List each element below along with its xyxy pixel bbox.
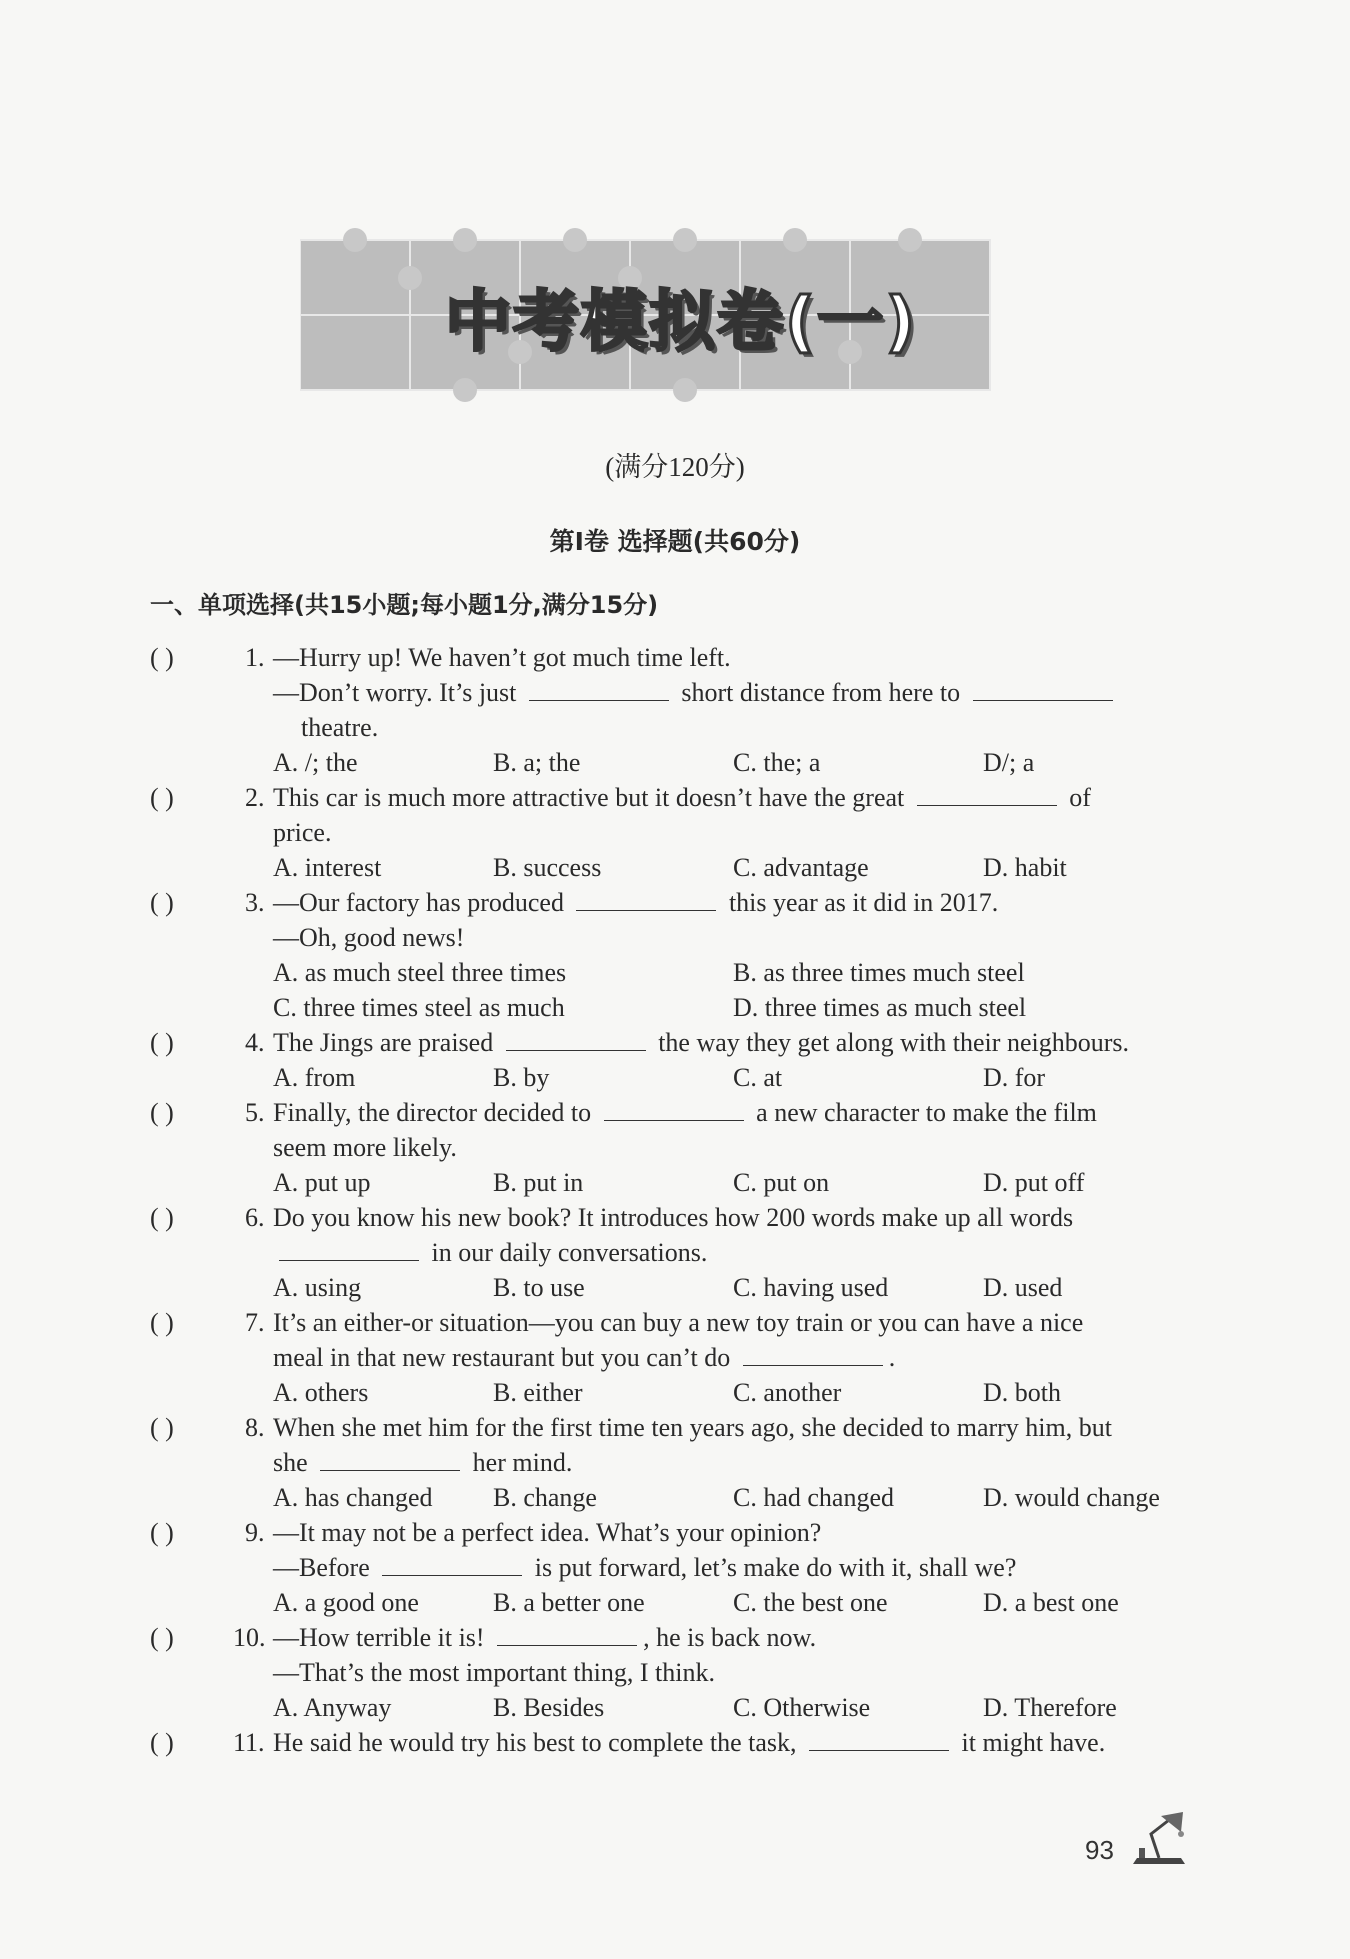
option-b[interactable]: B. by	[493, 1063, 550, 1092]
question-text: This car is much more attractive but it doesn’t have the great	[273, 783, 911, 812]
answer-blank[interactable]	[497, 1621, 637, 1646]
question-line	[273, 1025, 1129, 1060]
question-text: price.	[273, 818, 332, 847]
question-text: —That’s the most important thing, I think.	[273, 1658, 715, 1687]
full-score: (满分120分)	[605, 452, 745, 482]
answer-blank[interactable]	[279, 1236, 419, 1261]
option-d[interactable]: D. put off	[983, 1168, 1085, 1197]
question-text: meal in that new restaurant but you can’t do	[273, 1343, 737, 1372]
question-text: It’s an either-or situation—you can buy a new toy train or you can have a nice	[273, 1308, 1084, 1337]
question-line	[273, 1655, 715, 1690]
answer-parenthesis[interactable]: ( )	[150, 1028, 174, 1057]
answer-parenthesis[interactable]: ( )	[150, 888, 174, 917]
question-text: —Oh, good news!	[273, 923, 465, 952]
option-d[interactable]: D. habit	[983, 853, 1067, 882]
answer-parenthesis[interactable]: ( )	[150, 1413, 174, 1442]
answer-parenthesis[interactable]: ( )	[150, 1728, 174, 1757]
answer-blank[interactable]	[320, 1446, 460, 1471]
option-d[interactable]: D. would change	[983, 1483, 1160, 1512]
option-d[interactable]: D. three times as much steel	[733, 993, 1027, 1022]
option-a[interactable]: A. Anyway	[273, 1693, 392, 1722]
question-text: The Jings are praised	[273, 1028, 500, 1057]
question-line	[273, 920, 464, 955]
question-text: is put forward, let’s make do with it, shall we?	[528, 1553, 1017, 1582]
question-line	[273, 1200, 1073, 1235]
question-text: a new character to make the film	[749, 1098, 1097, 1127]
option-a[interactable]: A. has changed	[273, 1483, 433, 1512]
option-a[interactable]: A. from	[273, 1063, 356, 1092]
exam-title: 中考模拟卷(一)	[445, 283, 918, 360]
question-line	[273, 1410, 1112, 1445]
option-c[interactable]: C. having used	[733, 1273, 889, 1302]
question-line	[273, 1130, 457, 1165]
question-line	[273, 885, 998, 920]
question-text: Finally, the director decided to	[273, 1098, 598, 1127]
question-text: —Don’t worry. It’s just	[273, 678, 523, 707]
question-text: her mind.	[466, 1448, 573, 1477]
question-number: 5.	[245, 1098, 265, 1127]
question-text: , he is back now.	[643, 1623, 817, 1652]
question-text: —How terrible it is!	[273, 1623, 492, 1652]
option-d[interactable]: D. for	[983, 1063, 1046, 1092]
question-text: seem more likely.	[273, 1133, 457, 1162]
option-b[interactable]: B. a better one	[493, 1588, 645, 1617]
answer-parenthesis[interactable]: ( )	[150, 1623, 174, 1652]
option-a[interactable]: A. interest	[273, 853, 382, 882]
question-line	[273, 1340, 895, 1375]
answer-parenthesis[interactable]: ( )	[150, 783, 174, 812]
question-line	[273, 1725, 1105, 1760]
option-c[interactable]: C. at	[733, 1063, 783, 1092]
option-c[interactable]: C. the best one	[733, 1588, 888, 1617]
question-text: short distance from here to	[674, 678, 967, 707]
question-text: of	[1062, 783, 1091, 812]
question-text: in our daily conversations.	[425, 1238, 708, 1267]
section-title: 一、单项选择(共15小题;每小题1分,满分15分)	[150, 591, 659, 619]
question-line	[273, 1305, 1083, 1340]
question-text: it might have.	[955, 1728, 1106, 1757]
option-a[interactable]: A. /; the	[273, 748, 358, 777]
option-b[interactable]: B. Besides	[493, 1693, 605, 1722]
option-a[interactable]: A. as much steel three times	[273, 958, 567, 987]
question-text: theatre.	[301, 713, 379, 742]
option-b[interactable]: B. to use	[493, 1273, 585, 1302]
option-c[interactable]: C. put on	[733, 1168, 830, 1197]
answer-blank[interactable]	[973, 676, 1113, 701]
question-text: —Before	[273, 1553, 377, 1582]
lamp-icon	[1125, 1810, 1195, 1870]
answer-parenthesis[interactable]: ( )	[150, 1098, 174, 1127]
option-c[interactable]: C. had changed	[733, 1483, 895, 1512]
question-text: .	[888, 1343, 896, 1372]
question-line	[273, 1445, 572, 1480]
question-text: Do you know his new book? It introduces how 200 words make up all words	[273, 1203, 1074, 1232]
option-b[interactable]: B. either	[493, 1378, 583, 1407]
option-d[interactable]: D. Therefore	[983, 1693, 1117, 1722]
option-c[interactable]: C. the; a	[733, 748, 821, 777]
part-title: 第Ⅰ卷 选择题(共60分)	[549, 527, 801, 556]
question-number: 11.	[233, 1728, 265, 1757]
answer-blank[interactable]	[917, 781, 1057, 806]
answer-parenthesis[interactable]: ( )	[150, 643, 174, 672]
question-line	[273, 815, 331, 850]
question-number: 4.	[245, 1028, 265, 1057]
question-line	[301, 710, 378, 745]
option-c[interactable]: C. Otherwise	[733, 1693, 871, 1722]
question-text: she	[273, 1448, 315, 1477]
question-text: —It may not be a perfect idea. What’s your opinion?	[273, 1518, 822, 1547]
option-d[interactable]: D/; a	[983, 748, 1035, 777]
answer-parenthesis[interactable]: ( )	[150, 1518, 174, 1547]
option-a[interactable]: A. others	[273, 1378, 369, 1407]
question-number: 2.	[245, 783, 265, 812]
question-line	[273, 640, 731, 675]
answer-parenthesis[interactable]: ( )	[150, 1308, 174, 1337]
option-a[interactable]: A. using	[273, 1273, 362, 1302]
option-b[interactable]: B. as three times much steel	[733, 958, 1025, 987]
question-text: —Our factory has produced	[273, 888, 571, 917]
answer-blank[interactable]	[743, 1341, 883, 1366]
option-b[interactable]: B. change	[493, 1483, 597, 1512]
option-d[interactable]: D. used	[983, 1273, 1063, 1302]
question-number: 7.	[245, 1308, 265, 1337]
option-a[interactable]: A. put up	[273, 1168, 371, 1197]
question-number: 6.	[245, 1203, 265, 1232]
answer-blank[interactable]	[809, 1726, 949, 1751]
title-banner	[300, 220, 1030, 410]
question-line	[273, 780, 1091, 815]
question-text: When she met him for the first time ten years ago, she decided to marry him, but	[273, 1413, 1112, 1442]
question-line	[273, 1235, 707, 1270]
option-b[interactable]: B. put in	[493, 1168, 584, 1197]
answer-blank[interactable]	[382, 1551, 522, 1576]
question-line	[273, 1620, 816, 1655]
answer-blank[interactable]	[506, 1026, 646, 1051]
option-d[interactable]: D. both	[983, 1378, 1061, 1407]
answer-blank[interactable]	[576, 886, 716, 911]
option-b[interactable]: B. a; the	[493, 748, 581, 777]
option-d[interactable]: D. a best one	[983, 1588, 1119, 1617]
answer-blank[interactable]	[604, 1096, 744, 1121]
question-line	[273, 675, 1119, 710]
question-number: 10.	[233, 1623, 266, 1652]
question-text: the way they get along with their neighbours.	[651, 1028, 1129, 1057]
option-c[interactable]: C. advantage	[733, 853, 869, 882]
question-line	[273, 1515, 821, 1550]
question-text: —Hurry up! We haven’t got much time left.	[273, 643, 731, 672]
option-c[interactable]: C. three times steel as much	[273, 993, 565, 1022]
option-b[interactable]: B. success	[493, 853, 602, 882]
option-c[interactable]: C. another	[733, 1378, 842, 1407]
answer-parenthesis[interactable]: ( )	[150, 1203, 174, 1232]
page-number: 93	[1085, 1835, 1114, 1865]
question-number: 1.	[245, 643, 265, 672]
question-number: 3.	[245, 888, 265, 917]
question-line	[273, 1095, 1097, 1130]
question-number: 8.	[245, 1413, 265, 1442]
question-text: He said he would try his best to complete the task,	[273, 1728, 804, 1757]
question-text: this year as it did in 2017.	[722, 888, 999, 917]
answer-blank[interactable]	[529, 676, 669, 701]
question-number: 9.	[245, 1518, 265, 1547]
option-a[interactable]: A. a good one	[273, 1588, 419, 1617]
question-line	[273, 1550, 1016, 1585]
